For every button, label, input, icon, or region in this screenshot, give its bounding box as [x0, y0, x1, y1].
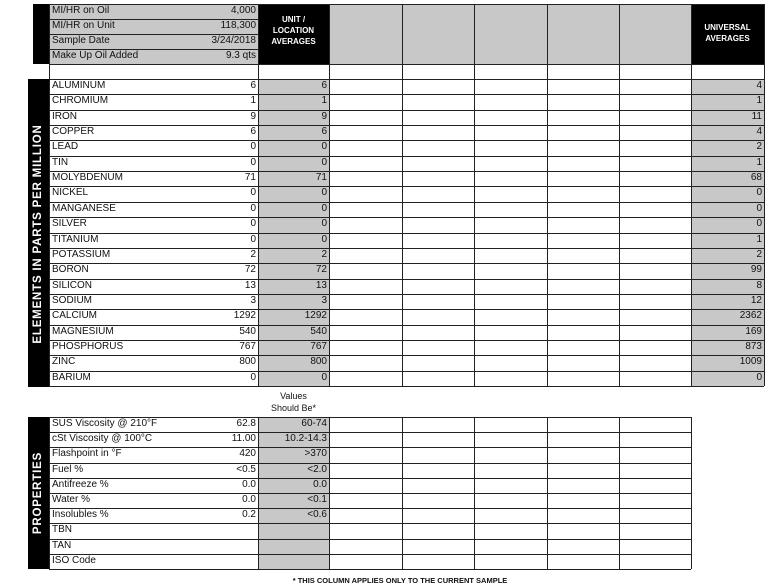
element-universal-average: 1	[756, 156, 762, 168]
element-name: TIN	[52, 156, 69, 168]
header-label: Sample Date	[52, 35, 110, 46]
grid-vline	[329, 64, 330, 79]
element-universal-average: 0	[756, 187, 762, 199]
grid-hline	[49, 64, 258, 65]
grid-vline	[474, 417, 475, 569]
element-name: MAGNESIUM	[52, 325, 114, 337]
grid-hline	[49, 325, 764, 326]
grid-hline	[49, 447, 691, 448]
element-name: CHROMIUM	[52, 95, 109, 107]
grid-hline	[49, 355, 764, 356]
property-name: TBN	[52, 524, 72, 536]
header-history-block	[329, 4, 691, 64]
header-value: 4,000	[230, 5, 256, 16]
element-unit-average: 9	[321, 110, 327, 122]
element-value: 6	[250, 80, 256, 91]
element-universal-average: 12	[750, 294, 762, 306]
grid-vline	[258, 4, 259, 64]
element-value: 0	[250, 233, 256, 245]
grid-hline	[49, 49, 258, 50]
grid-vline	[49, 417, 50, 569]
property-name: Fuel %	[52, 463, 84, 475]
element-unit-average: 71	[315, 172, 327, 184]
element-name: SILVER	[52, 218, 87, 230]
element-value: 72	[244, 264, 256, 276]
property-should-be	[258, 539, 329, 554]
property-value: 0.0	[242, 478, 256, 490]
grid-vline	[691, 4, 692, 64]
unit-averages-header-text: UNIT / LOCATION AVERAGES	[271, 15, 316, 46]
element-universal-average: 68	[750, 172, 762, 184]
element-name: NICKEL	[52, 187, 89, 199]
element-name: COPPER	[52, 126, 95, 138]
grid-hline	[49, 340, 764, 341]
element-universal-average: 2362	[739, 310, 762, 322]
property-should-be	[258, 523, 329, 538]
element-unit-average: 0	[321, 156, 327, 168]
element-value: 0	[250, 187, 256, 199]
element-value: 540	[239, 325, 256, 337]
element-value: 0	[250, 141, 256, 153]
element-value: 3	[250, 294, 256, 306]
property-value	[180, 523, 258, 538]
grid-vline	[402, 79, 403, 386]
grid-hline	[49, 554, 691, 555]
header-label: MI/HR on Oil	[52, 5, 110, 16]
element-name: LEAD	[52, 141, 79, 153]
element-unit-average: 1	[321, 95, 327, 107]
grid-hline	[49, 19, 258, 20]
element-universal-average: 1009	[739, 356, 762, 368]
element-unit-average: 2	[321, 248, 327, 260]
element-universal-average: 2	[756, 248, 762, 260]
grid-hline	[49, 309, 764, 310]
grid-vline	[49, 4, 50, 64]
property-should-be: >370	[304, 448, 327, 460]
grid-vline	[474, 4, 475, 64]
values-should-be-label: Values Should Be*	[270, 391, 317, 413]
element-universal-average: 2	[756, 141, 762, 153]
element-value: 0	[250, 371, 256, 383]
property-name: Antifreeze %	[52, 478, 109, 490]
property-name: ISO Code	[52, 554, 96, 566]
grid-hline	[49, 569, 691, 570]
grid-hline	[49, 217, 764, 218]
element-name: TITANIUM	[52, 233, 99, 245]
grid-hline	[49, 279, 764, 280]
element-universal-average: 169	[745, 325, 762, 337]
element-unit-average: 72	[315, 264, 327, 276]
element-value: 1	[250, 95, 256, 107]
elements-section-label: ELEMENTS IN PARTS PER MILLION	[32, 124, 44, 344]
header-label: Make Up Oil Added	[52, 50, 139, 61]
element-unit-average: 0	[321, 141, 327, 153]
property-value: <0.5	[236, 463, 256, 475]
grid-vline	[547, 64, 548, 79]
property-should-be: <0.6	[307, 509, 327, 521]
element-unit-average: 0	[321, 233, 327, 245]
element-universal-average: 11	[751, 110, 762, 122]
grid-hline	[49, 508, 691, 509]
header-left-bar	[33, 4, 49, 64]
grid-vline	[764, 79, 765, 386]
grid-vline	[547, 417, 548, 569]
header-value: 3/24/2018	[211, 35, 256, 46]
grid-vline	[691, 64, 692, 79]
element-unit-average: 0	[321, 202, 327, 214]
grid-vline	[258, 417, 259, 569]
element-unit-average: 0	[321, 218, 327, 230]
grid-hline	[49, 186, 764, 187]
grid-hline	[49, 125, 764, 126]
grid-hline	[49, 463, 691, 464]
property-value: 420	[239, 448, 256, 460]
element-value: 767	[239, 340, 256, 352]
grid-vline	[402, 64, 403, 79]
property-should-be: 0.0	[313, 478, 327, 490]
grid-hline	[49, 79, 764, 80]
property-value: 62.8	[236, 418, 256, 429]
property-should-be: 60-74	[301, 418, 327, 429]
element-value: 800	[239, 356, 256, 368]
grid-hline	[258, 4, 764, 5]
grid-vline	[49, 79, 50, 386]
element-name: CALCIUM	[52, 310, 98, 322]
grid-vline	[619, 4, 620, 64]
grid-vline	[474, 79, 475, 386]
grid-vline	[402, 4, 403, 64]
grid-vline	[547, 4, 548, 64]
grid-hline	[49, 263, 764, 264]
element-name: MOLYBDENUM	[52, 172, 123, 184]
grid-vline	[329, 4, 330, 64]
element-value: 9	[250, 110, 256, 122]
element-universal-average: 1	[756, 233, 762, 245]
grid-hline	[49, 4, 258, 5]
grid-vline	[49, 64, 50, 79]
element-unit-average: 3	[321, 294, 327, 306]
element-unit-average: 0	[321, 187, 327, 199]
grid-vline	[329, 417, 330, 569]
element-value: 13	[244, 279, 256, 291]
properties-section-label: PROPERTIES	[32, 451, 44, 535]
property-value: 11.00	[231, 433, 256, 445]
grid-vline	[258, 79, 259, 386]
grid-hline	[49, 539, 691, 540]
element-universal-average: 0	[756, 218, 762, 230]
property-should-be: <0.1	[307, 494, 327, 505]
element-name: SODIUM	[52, 294, 92, 306]
element-name: SILICON	[52, 279, 93, 291]
grid-vline	[329, 79, 330, 386]
grid-vline	[764, 4, 765, 64]
property-value: 0.0	[242, 494, 256, 505]
property-should-be: <2.0	[307, 463, 327, 475]
element-name: PHOSPHORUS	[52, 340, 124, 352]
property-name: cSt Viscosity @ 100°C	[52, 433, 153, 445]
grid-hline	[49, 233, 764, 234]
element-name: ZINC	[52, 356, 76, 368]
property-value	[180, 554, 258, 569]
element-value: 0	[250, 218, 256, 230]
grid-vline	[474, 64, 475, 79]
element-unit-average: 1292	[304, 310, 327, 322]
header-value: 9.3 qts	[225, 50, 256, 61]
grid-hline	[49, 478, 691, 479]
grid-hline	[49, 371, 764, 372]
grid-hline	[49, 417, 691, 418]
element-value: 0	[250, 202, 256, 214]
element-name: BORON	[52, 264, 89, 276]
grid-hline	[49, 202, 764, 203]
grid-hline	[49, 156, 764, 157]
property-name: TAN	[52, 539, 72, 551]
grid-vline	[691, 79, 692, 386]
element-unit-average: 540	[310, 325, 327, 337]
element-universal-average: 1	[756, 95, 762, 107]
element-universal-average: 0	[756, 202, 762, 214]
property-should-be: 10.2-14.3	[284, 433, 327, 445]
grid-hline	[49, 140, 764, 141]
grid-vline	[402, 417, 403, 569]
grid-hline	[49, 171, 764, 172]
element-value: 6	[250, 126, 256, 138]
property-name: SUS Viscosity @ 210°F	[52, 418, 158, 429]
grid-vline	[547, 79, 548, 386]
grid-vline	[619, 64, 620, 79]
grid-hline	[49, 34, 258, 35]
element-value: 2	[250, 248, 256, 260]
grid-hline	[49, 110, 764, 111]
grid-hline	[49, 94, 764, 95]
element-unit-average: 0	[321, 371, 327, 383]
element-unit-average: 800	[310, 356, 327, 368]
element-universal-average: 873	[745, 340, 762, 352]
element-universal-average: 0	[756, 371, 762, 383]
element-value: 71	[244, 172, 256, 184]
element-name: POTASSIUM	[52, 248, 111, 260]
grid-hline	[49, 294, 764, 295]
property-should-be	[258, 554, 329, 569]
element-name: MANGANESE	[52, 202, 116, 214]
grid-hline	[49, 523, 691, 524]
element-unit-average: 13	[315, 279, 327, 291]
footnote: * THIS COLUMN APPLIES ONLY TO THE CURRENT SAMPLE	[292, 576, 508, 585]
grid-hline	[49, 248, 764, 249]
property-name: Insolubles %	[52, 509, 109, 521]
element-universal-average: 4	[756, 80, 762, 91]
element-value: 0	[250, 156, 256, 168]
property-value: 0.2	[242, 509, 256, 521]
grid-vline	[764, 64, 765, 79]
element-name: IRON	[52, 110, 77, 122]
element-value: 1292	[233, 310, 256, 322]
element-unit-average: 6	[321, 80, 327, 91]
header-value: 118,300	[220, 20, 256, 31]
grid-hline	[49, 386, 764, 387]
element-unit-average: 767	[310, 340, 327, 352]
element-universal-average: 99	[750, 264, 762, 276]
grid-vline	[619, 417, 620, 569]
element-universal-average: 4	[756, 126, 762, 138]
grid-hline	[49, 432, 691, 433]
property-value	[180, 539, 258, 554]
element-name: BARIUM	[52, 371, 91, 383]
property-name: Flashpoint in °F	[52, 448, 122, 460]
grid-vline	[619, 79, 620, 386]
grid-vline	[258, 64, 259, 79]
element-name: ALUMINUM	[52, 80, 106, 91]
element-universal-average: 8	[756, 279, 762, 291]
grid-hline	[258, 64, 764, 65]
grid-vline	[691, 417, 692, 569]
property-name: Water %	[52, 494, 90, 505]
header-label: MI/HR on Unit	[52, 20, 115, 31]
universal-averages-header-text: UNIVERSAL AVERAGES	[704, 23, 751, 43]
grid-hline	[49, 493, 691, 494]
element-unit-average: 6	[321, 126, 327, 138]
